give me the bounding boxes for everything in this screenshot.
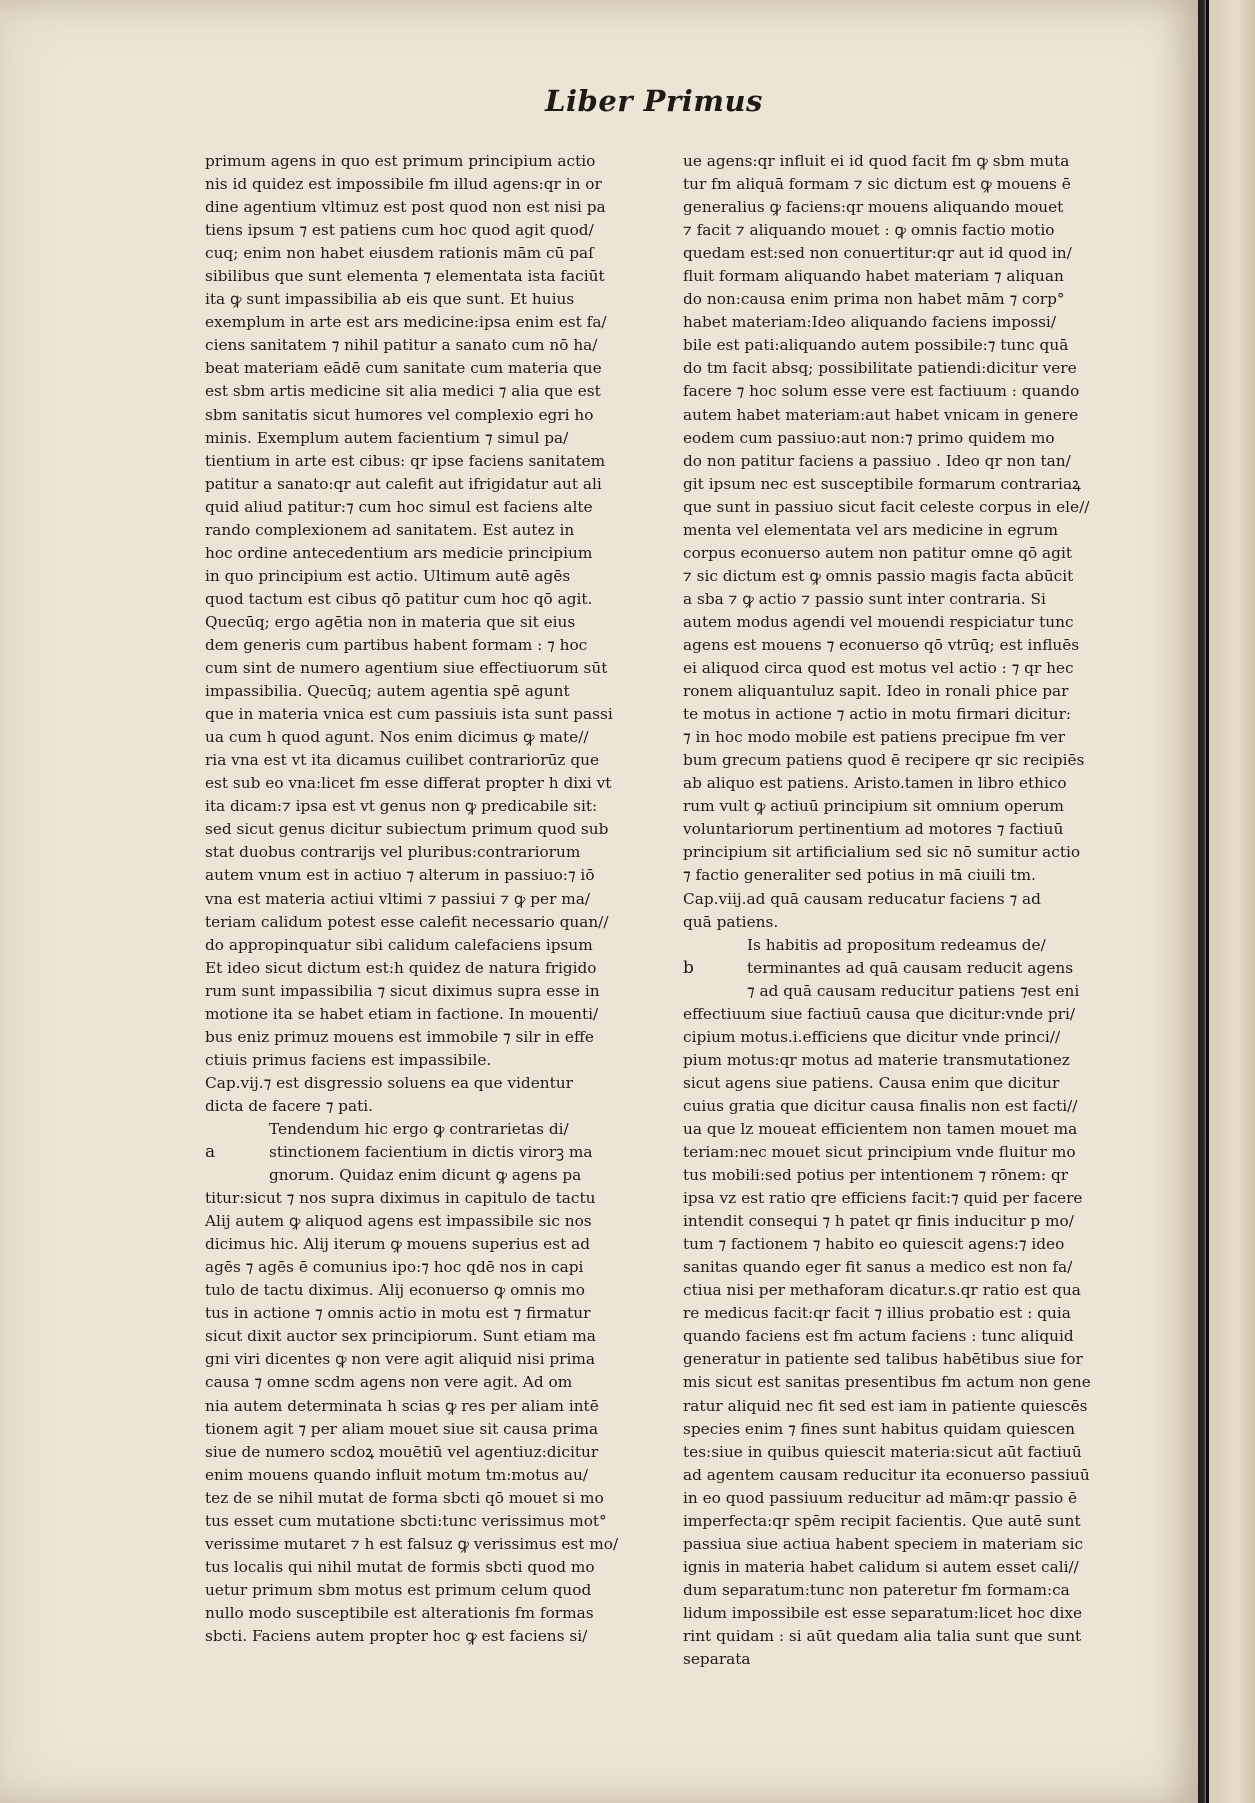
text-line: tus in actione ⁊ omnis actio in motu est ⁊ firmatur: [205, 1304, 591, 1323]
text-line: bus eniz primuz mouens est immobile ⁊ silr in effe: [205, 1027, 594, 1046]
text-line: tiens ipsum ⁊ est patiens cum hoc quod agit quod/: [205, 221, 594, 240]
text-line: sibilibus que sunt elementa ⁊ elementata ista faciūt: [205, 267, 605, 286]
text-line: git ipsum nec est susceptibile formarum contrariaꝝ: [683, 474, 1081, 493]
text-line: agens est mouens ⁊ econuerso qō vtrūq; est influēs: [683, 635, 1080, 654]
text-line: do tm facit absq; possibilitate patiendi:dicitur vere: [683, 359, 1077, 378]
right-text-column: [683, 150, 1121, 1671]
text-line: lidum impossibile est esse separatum:licet hoc dixe: [683, 1603, 1083, 1622]
text-line: principium sit artificialium sed sic nō sumitur actio: [683, 843, 1081, 862]
text-line: tus esset cum mutatione sbcti:tunc verissimus mot°: [205, 1511, 607, 1530]
text-line: tionem agit ⁊ per aliam mouet siue sit causa prima: [205, 1419, 599, 1438]
text-line: teriam calidum potest esse calefit necessario quan//: [205, 912, 609, 931]
text-line: generatur in patiente sed talibus habētibus siue for: [683, 1350, 1083, 1369]
text-line: ctiuis primus faciens est impassibile.: [205, 1050, 492, 1069]
text-line: habet materiam:Ideo aliquando faciens impossi/: [683, 313, 1056, 332]
text-line: tientium in arte est cibus: qr ipse faciens sanitatem: [205, 451, 606, 470]
text-line: ignis in materia habet calidum si autem esset cali//: [683, 1557, 1079, 1576]
text-line: que in materia vnica est cum passiuis ista sunt passi: [205, 705, 613, 724]
text-line: ronem aliquantuluz sapit. Ideo in ronali phice par: [683, 682, 1069, 701]
text-line: teriam:nec mouet sicut principium vnde fluitur mo: [683, 1143, 1076, 1162]
text-line: cuq; enim non habet eiusdem rationis mām cū paſ: [205, 244, 594, 263]
text-line: verissime mutaret ⁊ h est falsuz ꝙ verissimus est mo/: [205, 1534, 619, 1553]
text-line: a sba ⁊ ꝙ actio ⁊ passio sunt inter contraria. Si: [683, 589, 1046, 608]
text-line: impassibilia. Quecūq; autem agentia spē agunt: [205, 682, 570, 701]
text-line: tus localis qui nihil mutat de formis sbcti quod mo: [205, 1557, 595, 1576]
text-line: enim mouens quando influit motum tm:motus au/: [205, 1465, 588, 1484]
text-line: ⁊ in hoc modo mobile est patiens precipue fm ver: [683, 728, 1066, 747]
text-line: tum ⁊ factionem ⁊ habito eo quiescit agens:⁊ ideo: [683, 1235, 1065, 1254]
text-line: autem modus agendi vel mouendi respiciatur tunc: [683, 612, 1074, 631]
text-line: ua cum h quod agunt. Nos enim dicimus ꝙ mate//: [205, 728, 589, 747]
text-line: ab aliquo est patiens. Aristo.tamen in libro ethico: [683, 774, 1067, 793]
text-line: tez de se nihil mutat de forma sbcti qō mouet si mo: [205, 1488, 604, 1507]
text-line: mis sicut est sanitas presentibus fm actum non gene: [683, 1373, 1091, 1392]
line-text: stinctionem facientium in dictis virorꝫ ma: [269, 1143, 593, 1162]
text-line: re medicus facit:qr facit ⁊ illius probatio est : quia: [683, 1304, 1071, 1323]
text-line: patitur a sanato:qr aut calefit aut ifrigidatur aut ali: [205, 474, 602, 493]
text-line: titur:sicut ⁊ nos supra diximus in capitulo de tactu: [205, 1189, 596, 1208]
text-line: stat duobus contrarijs vel pluribus:contrariorum: [205, 843, 581, 862]
text-line: quod tactum est cibus qō patitur cum hoc qō agit.: [205, 589, 593, 608]
text-line: ita dicam:⁊ ipsa est vt genus non ꝙ predicabile sit:: [205, 797, 598, 816]
text-line: est sbm artis medicine sit alia medici ⁊ alia que est: [205, 382, 601, 401]
text-line: ita ꝙ sunt impassibilia ab eis que sunt. Et huius: [205, 290, 575, 309]
text-line: [683, 957, 1121, 980]
text-line: facere ⁊ hoc solum esse vere est factiuum : quando: [683, 382, 1080, 401]
text-line: ctiua nisi per methaforam dicatur.s.qr ratio est qua: [683, 1281, 1081, 1300]
left-text-column: [205, 150, 635, 1648]
text-line: ue agens:qr influit ei id quod facit fm ꝙ sbm muta: [683, 152, 1070, 170]
text-line: causa ⁊ omne scdm agens non vere agit. Ad om: [205, 1373, 573, 1392]
text-line: quedam est:sed non conuertitur:qr aut id quod in/: [683, 244, 1072, 263]
text-line: separata: [683, 1650, 751, 1669]
running-head: Liber Primus: [545, 84, 763, 118]
text-line: ratur aliquid nec fit sed est iam in patiente quiescēs: [683, 1396, 1088, 1415]
text-line: ua que lz moueat efficientem non tamen mouet ma: [683, 1119, 1078, 1138]
text-line: beat materiam eādē cum sanitate cum materia que: [205, 359, 602, 378]
text-line: eodem cum passiuo:aut non:⁊ primo quidem mo: [683, 428, 1055, 447]
text-line: tulo de tactu diximus. Alij econuerso ꝙ omnis mo: [205, 1281, 585, 1300]
text-line: Quecūq; ergo agētia non in materia que sit eius: [205, 612, 576, 631]
text-line: rum vult ꝙ actiuū principium sit omnium operum: [683, 797, 1064, 816]
text-line: passiua siue actiua habent speciem in materiam sic: [683, 1534, 1084, 1553]
text-line: ⁊ ad quā causam reducitur patiens ⁊est eni: [747, 981, 1080, 1000]
text-line: sbcti. Faciens autem propter hoc ꝙ est faciens si/: [205, 1627, 588, 1645]
text-line: primum agens in quo est primum principium actio: [205, 152, 596, 170]
text-line: effectiuum siue factiuū causa que dicitur:vnde pri/: [683, 1004, 1076, 1023]
text-line: hoc ordine antecedentium ars medicie principium: [205, 543, 593, 562]
text-line: sicut dixit auctor sex principiorum. Sunt etiam ma: [205, 1327, 596, 1346]
text-line: sed sicut genus dicitur subiectum primum quod sub: [205, 820, 609, 839]
text-line: ria vna est vt ita dicamus cuilibet contrariorūz que: [205, 751, 600, 770]
text-line: minis. Exemplum autem facientium ⁊ simul pa/: [205, 428, 569, 447]
text-line: do non patitur faciens a passiuo . Ideo qr non tan/: [683, 451, 1071, 470]
text-line: ⁊ sic dictum est ꝙ omnis passio magis facta abūcit: [683, 566, 1074, 585]
text-line: Tendendum hic ergo ꝙ contrarietas di/: [269, 1119, 569, 1138]
text-line: dicta de facere ⁊ pati.: [205, 1096, 373, 1115]
text-line: ei aliquod circa quod est motus vel actio : ⁊ qr hec: [683, 659, 1074, 678]
text-line: dem generis cum partibus habent formam : ⁊ hoc: [205, 635, 588, 654]
text-line: cipium motus.i.efficiens que dicitur vnde princi//: [683, 1027, 1061, 1046]
text-line: tur fm aliquā formam ⁊ sic dictum est ꝙ mouens ē: [683, 175, 1071, 194]
text-line: uetur primum sbm motus est primum celum quod: [205, 1580, 592, 1599]
text-line: ⁊ factio generaliter sed potius in mā ciuili tm.: [683, 866, 1036, 885]
text-line: cum sint de numero agentium siue effectiuorum sūt: [205, 659, 608, 678]
text-line: siue de numero scdoꝝ mouētiū vel agentiuz:dicitur: [205, 1442, 599, 1461]
text-line: rando complexionem ad sanitatem. Est autez in: [205, 520, 575, 539]
guide-letter: b: [683, 957, 694, 978]
text-line: tes:siue in quibus quiescit materia:sicut aūt factiuū: [683, 1442, 1082, 1461]
text-line: autem vnum est in actiuo ⁊ alterum in passiuo:⁊ iō: [205, 866, 595, 885]
text-line: rum sunt impassibilia ⁊ sicut diximus supra esse in: [205, 981, 600, 1000]
text-line: quid aliud patitur:⁊ cum hoc simul est faciens alte: [205, 497, 593, 516]
text-line: sbm sanitatis sicut humores vel complexio egri ho: [205, 405, 594, 424]
text-line: Cap.viij.ad quā causam reducatur faciens ⁊ ad: [683, 889, 1041, 908]
text-line: te motus in actione ⁊ actio in motu firmari dicitur:: [683, 705, 1072, 724]
text-line: autem habet materiam:aut habet vnicam in genere: [683, 405, 1079, 424]
text-line: gnorum. Quidaz enim dicunt ꝙ agens pa: [269, 1166, 582, 1185]
text-line: ciens sanitatem ⁊ nihil patitur a sanato cum nō ha/: [205, 336, 598, 355]
text-line: ad agentem causam reducitur ita econuerso passiuū: [683, 1465, 1090, 1484]
text-line: que sunt in passiuo sicut facit celeste corpus in ele//: [683, 497, 1090, 516]
text-line: Is habitis ad propositum redeamus de/: [747, 935, 1046, 954]
text-line: voluntariorum pertinentium ad motores ⁊ factiuū: [683, 820, 1064, 839]
text-line: dine agentium vltimuz est post quod non est nisi pa: [205, 198, 606, 217]
text-line: sanitas quando eger fit sanus a medico est non fa/: [683, 1258, 1073, 1277]
text-line: fluit formam aliquando habet materiam ⁊ aliquan: [683, 267, 1064, 286]
text-line: agēs ⁊ agēs ē comunius ipo:⁊ hoc qdē nos in capi: [205, 1258, 584, 1277]
text-line: dum separatum:tunc non pateretur fm formam:ca: [683, 1580, 1070, 1599]
text-line: menta vel elementata vel ars medicine in egrum: [683, 520, 1058, 539]
text-line: [205, 1141, 635, 1164]
text-line: species enim ⁊ fines sunt habitus quidam quiescen: [683, 1419, 1076, 1438]
text-line: gni viri dicentes ꝙ non vere agit aliquid nisi prima: [205, 1350, 595, 1369]
text-line: Et ideo sicut dictum est:h quidez de natura frigido: [205, 958, 597, 977]
text-line: est sub eo vna:licet fm esse differat propter h dixi vt: [205, 774, 612, 793]
text-line: do appropinquatur sibi calidum calefaciens ipsum: [205, 935, 593, 954]
text-line: in quo principium est actio. Ultimum autē agēs: [205, 566, 571, 585]
text-line: vna est materia actiui vltimi ⁊ passiui ⁊ ꝙ per ma/: [205, 889, 591, 908]
text-line: quā patiens.: [683, 912, 779, 931]
text-line: Cap.vij.⁊ est disgressio soluens ea que videntur: [205, 1073, 573, 1092]
text-line: motione ita se habet etiam in factione. In mouenti/: [205, 1004, 599, 1023]
text-line: intendit consequi ⁊ h patet qr finis inducitur p mo/: [683, 1212, 1074, 1231]
text-line: bile est pati:aliquando autem possibile:⁊ tunc quā: [683, 336, 1069, 355]
guide-letter: a: [205, 1142, 216, 1163]
text-line: nullo modo susceptibile est alterationis fm formas: [205, 1603, 594, 1622]
text-line: in eo quod passiuum reducitur ad mām:qr passio ē: [683, 1488, 1078, 1507]
text-line: pium motus:qr motus ad materie transmutationez: [683, 1050, 1070, 1069]
text-line: ipsa vz est ratio qre efficiens facit:⁊ quid per facere: [683, 1189, 1083, 1208]
binding-gutter: [1206, 0, 1209, 1803]
text-line: imperfecta:qr spēm recipit facientis. Que autē sunt: [683, 1511, 1081, 1530]
text-line: do non:causa enim prima non habet mām ⁊ corp°: [683, 290, 1065, 309]
text-line: tus mobili:sed potius per intentionem ⁊ rōnem: qr: [683, 1166, 1069, 1185]
line-text: terminantes ad quā causam reducit agens: [747, 958, 1074, 977]
text-line: cuius gratia que dicitur causa finalis non est facti//: [683, 1096, 1078, 1115]
text-line: dicimus hic. Alij iterum ꝙ mouens superius est ad: [205, 1235, 590, 1254]
text-line: Alij autem ꝙ aliquod agens est impassibile sic nos: [205, 1212, 592, 1231]
text-line: quando faciens est fm actum faciens : tunc aliquid: [683, 1327, 1074, 1346]
text-line: sicut agens siue patiens. Causa enim que dicitur: [683, 1073, 1060, 1092]
text-line: generalius ꝙ faciens:qr mouens aliquando mouet: [683, 198, 1064, 217]
text-line: corpus econuerso autem non patitur omne qō agit: [683, 543, 1073, 562]
text-line: ⁊ facit ⁊ aliquando mouet : ꝙ omnis factio motio: [683, 221, 1055, 240]
text-line: nis id quidez est impossibile fm illud agens:qr in or: [205, 175, 602, 194]
text-line: exemplum in arte est ars medicine:ipsa enim est fa/: [205, 313, 607, 332]
text-line: nia autem determinata h scias ꝙ res per aliam intē: [205, 1396, 599, 1415]
text-line: bum grecum patiens quod ē recipere qr sic recipiēs: [683, 751, 1085, 770]
text-line: rint quidam : si aūt quedam alia talia sunt que sunt: [683, 1627, 1082, 1645]
